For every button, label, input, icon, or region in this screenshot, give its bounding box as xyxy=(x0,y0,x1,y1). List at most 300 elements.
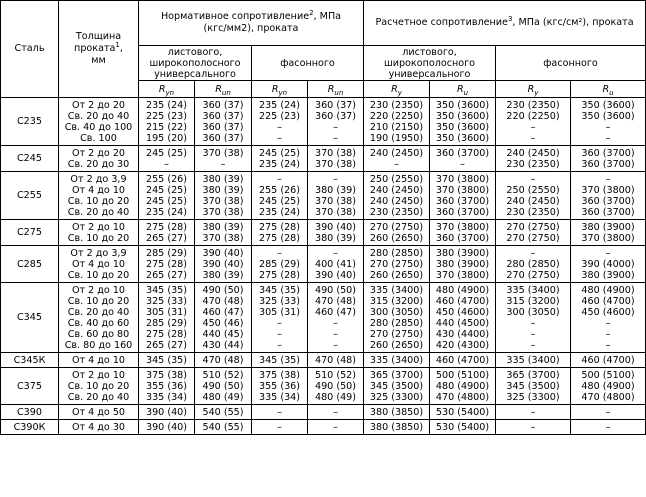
cell-value: Св. 100 xyxy=(80,132,117,144)
cell-value: Св. 20 до 40 xyxy=(67,391,130,403)
cell-value: 270 (2750) xyxy=(506,269,560,281)
ry-shaped-cell xyxy=(496,246,571,283)
cell-value: Св. 10 до 20 xyxy=(67,232,130,244)
cell-value: 370 (3800) xyxy=(581,184,635,196)
cell-value: 450 (4600) xyxy=(581,306,635,318)
steel-grade-cell: С390К xyxy=(1,420,59,435)
cell-value: 300 (3050) xyxy=(369,306,424,318)
ru-sheet-cell xyxy=(430,368,496,405)
cell-value: – xyxy=(333,247,338,259)
ry-sheet-cell xyxy=(364,98,430,146)
cell-value: 235 (24) xyxy=(258,206,301,218)
cell-value: 260 (2650) xyxy=(369,339,424,351)
cell-value: 365 (3700) xyxy=(369,369,424,381)
cell-value: 335 (3400) xyxy=(506,284,560,296)
cell-value: 235 (24) xyxy=(258,99,301,111)
cell-value: От 4 до 10 xyxy=(71,184,126,196)
cell-value: 350 (3600) xyxy=(435,110,490,122)
cell-value: 360 (37) xyxy=(202,110,244,122)
cell-value: – xyxy=(333,339,338,351)
cell-value: Св. 10 до 20 xyxy=(67,295,130,307)
cell-value: 390 (4000) xyxy=(581,258,635,270)
cell-value: – xyxy=(605,328,611,340)
header-normative-sheet: листового, широкополосного универсального xyxy=(139,46,252,81)
header-thickness: Толщина проката$^1$, мм xyxy=(59,1,139,98)
symbol-ryn-shaped: $R_{yn}$ xyxy=(252,81,308,98)
ryn-sheet-cell xyxy=(139,98,195,146)
cell-value: Св. 10 до 20 xyxy=(67,195,130,207)
cell-value: 210 (2150) xyxy=(369,121,424,133)
steel-grade-cell: С345К xyxy=(1,353,59,368)
header-calculated-sheet: листового, широкополосного универсального xyxy=(364,46,496,81)
cell-value: 315 (3200) xyxy=(369,295,424,307)
cell-value: 220 (2250) xyxy=(369,110,424,122)
run-shaped-cell xyxy=(308,172,364,220)
run-sheet-cell xyxy=(195,172,252,220)
cell-value: 275 (28) xyxy=(145,328,188,340)
cell-value: 390 (40) xyxy=(145,421,188,433)
run-sheet-cell xyxy=(195,246,252,283)
thickness-cell xyxy=(59,420,139,435)
ry-shaped-cell xyxy=(496,283,571,353)
ru-shaped-cell xyxy=(571,283,646,353)
ry-sheet-cell xyxy=(364,353,430,368)
cell-value: 350 (3600) xyxy=(435,121,490,133)
cell-value: 360 (3700) xyxy=(581,158,635,170)
cell-value: 380 (3850) xyxy=(369,421,424,433)
ryn-shaped-cell xyxy=(252,146,308,172)
cell-value: 245 (25) xyxy=(258,147,301,159)
cell-value: 470 (48) xyxy=(202,354,244,366)
cell-value: – xyxy=(333,317,338,329)
cell-value: 360 (37) xyxy=(202,99,244,111)
cell-value: 285 (29) xyxy=(145,317,188,329)
steel-grade-cell: С275 xyxy=(1,220,59,246)
thickness-cell xyxy=(59,405,139,420)
cell-value: 480 (4900) xyxy=(581,380,635,392)
ry-sheet-cell xyxy=(364,368,430,405)
cell-value: 300 (3050) xyxy=(506,306,560,318)
run-sheet-cell xyxy=(195,353,252,368)
cell-value: От 4 до 10 xyxy=(71,258,126,270)
ry-shaped-cell xyxy=(496,368,571,405)
cell-value: 370 (3800) xyxy=(581,232,635,244)
ry-shaped-cell xyxy=(496,146,571,172)
ry-sheet-cell xyxy=(364,146,430,172)
steel-grade-cell: С345 xyxy=(1,283,59,353)
cell-value: 305 (31) xyxy=(258,306,301,318)
ru-shaped-cell xyxy=(571,146,646,172)
cell-value: 325 (3300) xyxy=(506,391,560,403)
cell-value: 380 (39) xyxy=(314,184,357,196)
table-row xyxy=(1,283,646,353)
ry-shaped-cell xyxy=(496,220,571,246)
ryn-sheet-cell xyxy=(139,220,195,246)
ryn-shaped-cell xyxy=(252,98,308,146)
cell-value: 360 (37) xyxy=(314,110,357,122)
cell-value: Св. 20 до 40 xyxy=(67,306,130,318)
ru-sheet-cell xyxy=(430,146,496,172)
cell-value: 270 (2750) xyxy=(369,221,424,233)
cell-value: – xyxy=(277,328,282,340)
cell-value: От 2 до 20 xyxy=(71,147,126,159)
ryn-shaped-cell xyxy=(252,246,308,283)
run-shaped-cell xyxy=(308,246,364,283)
cell-value: – xyxy=(333,121,338,133)
cell-value: 400 (41) xyxy=(314,258,357,270)
cell-value: 250 (2550) xyxy=(506,184,560,196)
cell-value: 470 (48) xyxy=(314,354,357,366)
ryn-shaped-cell xyxy=(252,220,308,246)
cell-value: От 2 до 10 xyxy=(71,369,126,381)
ry-shaped-cell xyxy=(496,172,571,220)
thickness-cell xyxy=(59,283,139,353)
ry-sheet-cell xyxy=(364,420,430,435)
cell-value: 325 (3300) xyxy=(369,391,424,403)
cell-value: 460 (4700) xyxy=(435,295,490,307)
cell-value: 235 (24) xyxy=(258,158,301,170)
cell-value: – xyxy=(530,247,536,259)
cell-value: 440 (4500) xyxy=(435,317,490,329)
cell-value: 270 (2750) xyxy=(369,258,424,270)
cell-value: 370 (38) xyxy=(202,206,244,218)
run-shaped-cell xyxy=(308,353,364,368)
cell-value: 450 (4600) xyxy=(435,306,490,318)
cell-value: 500 (5100) xyxy=(435,369,490,381)
cell-value: 255 (26) xyxy=(145,173,188,185)
cell-value: 335 (34) xyxy=(258,391,301,403)
cell-value: 315 (3200) xyxy=(506,295,560,307)
ry-shaped-cell xyxy=(496,98,571,146)
cell-value: 280 (2850) xyxy=(369,247,424,259)
cell-value: – xyxy=(605,132,611,144)
cell-value: 390 (40) xyxy=(314,221,357,233)
cell-value: 275 (28) xyxy=(258,232,301,244)
cell-value: 450 (46) xyxy=(202,317,244,329)
ry-sheet-cell xyxy=(364,172,430,220)
cell-value: 350 (3600) xyxy=(581,99,635,111)
cell-value: – xyxy=(220,158,226,170)
cell-value: 370 (38) xyxy=(314,147,357,159)
cell-value: 240 (2450) xyxy=(369,147,424,159)
cell-value: 345 (35) xyxy=(258,354,301,366)
ru-sheet-cell xyxy=(430,220,496,246)
run-shaped-cell xyxy=(308,220,364,246)
ryn-sheet-cell xyxy=(139,246,195,283)
cell-value: 510 (52) xyxy=(202,369,244,381)
cell-value: Св. 80 до 160 xyxy=(64,339,133,351)
cell-value: – xyxy=(277,339,282,351)
cell-value: 245 (25) xyxy=(145,147,188,159)
run-shaped-cell xyxy=(308,283,364,353)
cell-value: – xyxy=(530,328,536,340)
run-sheet-cell xyxy=(195,420,252,435)
run-shaped-cell xyxy=(308,98,364,146)
cell-value: 240 (2450) xyxy=(369,184,424,196)
ru-shaped-cell xyxy=(571,246,646,283)
ryn-shaped-cell xyxy=(252,420,308,435)
cell-value: От 4 до 10 xyxy=(71,354,126,366)
cell-value: 235 (24) xyxy=(145,99,188,111)
cell-value: 250 (2550) xyxy=(369,173,424,185)
cell-value: 530 (5400) xyxy=(435,406,490,418)
cell-value: 220 (2250) xyxy=(506,110,560,122)
cell-value: – xyxy=(605,247,611,259)
cell-value: 360 (37) xyxy=(202,121,244,133)
cell-value: 345 (35) xyxy=(145,284,188,296)
cell-value: 255 (26) xyxy=(258,184,301,196)
cell-value: 265 (27) xyxy=(145,339,188,351)
cell-value: 325 (33) xyxy=(145,295,188,307)
run-sheet-cell xyxy=(195,98,252,146)
cell-value: 350 (3600) xyxy=(581,110,635,122)
ry-sheet-cell xyxy=(364,405,430,420)
ru-shaped-cell xyxy=(571,420,646,435)
cell-value: – xyxy=(394,158,399,170)
run-sheet-cell xyxy=(195,220,252,246)
cell-value: 235 (24) xyxy=(145,206,188,218)
cell-value: 370 (3800) xyxy=(435,173,490,185)
cell-value: Св. 10 до 20 xyxy=(67,380,130,392)
cell-value: Св. 20 до 40 xyxy=(67,206,130,218)
ru-sheet-cell xyxy=(430,283,496,353)
cell-value: 275 (28) xyxy=(258,221,301,233)
cell-value: 430 (44) xyxy=(202,339,244,351)
ru-shaped-cell xyxy=(571,353,646,368)
ryn-sheet-cell xyxy=(139,172,195,220)
steel-grade-cell: С235 xyxy=(1,98,59,146)
cell-value: 335 (3400) xyxy=(369,354,424,366)
cell-value: 190 (1950) xyxy=(369,132,424,144)
steel-grade-cell: С390 xyxy=(1,405,59,420)
ry-shaped-cell xyxy=(496,353,571,368)
table-row xyxy=(1,420,646,435)
cell-value: 480 (4900) xyxy=(435,380,490,392)
cell-value: 230 (2350) xyxy=(506,99,560,111)
cell-value: 380 (3900) xyxy=(435,247,490,259)
cell-value: 275 (28) xyxy=(145,221,188,233)
cell-value: 460 (47) xyxy=(314,306,357,318)
cell-value: 350 (3600) xyxy=(435,99,490,111)
cell-value: 390 (40) xyxy=(314,269,357,281)
cell-value: 380 (3900) xyxy=(581,269,635,281)
cell-value: 260 (2650) xyxy=(369,269,424,281)
cell-value: 365 (3700) xyxy=(506,369,560,381)
run-sheet-cell xyxy=(195,368,252,405)
cell-value: 460 (4700) xyxy=(435,354,490,366)
run-shaped-cell xyxy=(308,368,364,405)
ryn-shaped-cell xyxy=(252,172,308,220)
cell-value: Св. 60 до 80 xyxy=(67,328,130,340)
cell-value: 380 (39) xyxy=(314,232,357,244)
run-sheet-cell xyxy=(195,146,252,172)
ry-shaped-cell xyxy=(496,420,571,435)
cell-value: 230 (2350) xyxy=(506,206,560,218)
cell-value: 460 (4700) xyxy=(581,354,635,366)
cell-value: 225 (23) xyxy=(145,110,188,122)
cell-value: 325 (33) xyxy=(258,295,301,307)
cell-value: 245 (25) xyxy=(145,184,188,196)
cell-value: От 4 до 30 xyxy=(71,421,126,433)
cell-value: 440 (45) xyxy=(202,328,244,340)
ryn-shaped-cell xyxy=(252,353,308,368)
cell-value: – xyxy=(460,158,465,170)
symbol-ryn-sheet: $R_{yn}$ xyxy=(139,81,195,98)
cell-value: 195 (20) xyxy=(145,132,188,144)
cell-value: 275 (28) xyxy=(258,269,301,281)
cell-value: – xyxy=(530,421,536,433)
cell-value: От 2 до 10 xyxy=(71,284,126,296)
cell-value: От 2 до 3,9 xyxy=(70,173,127,185)
table-body xyxy=(1,98,646,435)
cell-value: 370 (38) xyxy=(202,147,244,159)
cell-value: Св. 40 до 100 xyxy=(64,121,133,133)
cell-value: 350 (3600) xyxy=(435,132,490,144)
symbol-run-sheet: $R_{un}$ xyxy=(195,81,252,98)
cell-value: – xyxy=(605,421,611,433)
cell-value: 490 (50) xyxy=(314,284,357,296)
cell-value: 380 (3850) xyxy=(369,406,424,418)
cell-value: 270 (2750) xyxy=(369,328,424,340)
cell-value: 230 (2350) xyxy=(369,99,424,111)
cell-value: – xyxy=(277,317,282,329)
cell-value: 225 (23) xyxy=(258,110,301,122)
cell-value: 245 (25) xyxy=(258,195,301,207)
table-row xyxy=(1,172,646,220)
cell-value: 490 (50) xyxy=(202,284,244,296)
cell-value: – xyxy=(333,173,338,185)
header-calculated-shaped: фасонного xyxy=(496,46,646,81)
cell-value: – xyxy=(277,421,282,433)
cell-value: – xyxy=(605,339,611,351)
cell-value: 335 (3400) xyxy=(506,354,560,366)
cell-value: 240 (2450) xyxy=(369,195,424,207)
cell-value: 490 (50) xyxy=(314,380,357,392)
run-sheet-cell xyxy=(195,405,252,420)
cell-value: 490 (50) xyxy=(202,380,244,392)
thickness-cell xyxy=(59,353,139,368)
thickness-cell xyxy=(59,172,139,220)
ry-shaped-cell xyxy=(496,405,571,420)
cell-value: Св. 20 до 40 xyxy=(67,110,130,122)
run-shaped-cell xyxy=(308,405,364,420)
cell-value: 470 (4800) xyxy=(581,391,635,403)
cell-value: 380 (39) xyxy=(202,221,244,233)
ru-shaped-cell xyxy=(571,172,646,220)
cell-value: 380 (39) xyxy=(202,269,244,281)
cell-value: Св. 10 до 20 xyxy=(67,269,130,281)
cell-value: – xyxy=(530,132,536,144)
cell-value: 370 (3800) xyxy=(435,184,490,196)
ryn-sheet-cell xyxy=(139,146,195,172)
cell-value: 245 (25) xyxy=(145,195,188,207)
cell-value: 360 (3700) xyxy=(435,232,490,244)
cell-value: 335 (34) xyxy=(145,391,188,403)
cell-value: – xyxy=(164,158,169,170)
cell-value: 430 (4400) xyxy=(435,328,490,340)
cell-value: – xyxy=(277,132,282,144)
cell-value: 280 (2850) xyxy=(369,317,424,329)
thickness-cell xyxy=(59,146,139,172)
cell-value: – xyxy=(277,247,282,259)
cell-value: 380 (39) xyxy=(202,184,244,196)
cell-value: 480 (4900) xyxy=(435,284,490,296)
header-normative-group: Нормативное сопротивление$^2$, МПа (кгс/мм2), проката xyxy=(139,1,364,46)
cell-value: 360 (3700) xyxy=(435,195,490,207)
cell-value: – xyxy=(605,121,611,133)
ry-sheet-cell xyxy=(364,246,430,283)
ru-shaped-cell xyxy=(571,405,646,420)
cell-value: 240 (2450) xyxy=(506,195,560,207)
ryn-shaped-cell xyxy=(252,368,308,405)
steel-grade-cell: С255 xyxy=(1,172,59,220)
cell-value: 265 (27) xyxy=(145,232,188,244)
cell-value: 370 (3800) xyxy=(435,221,490,233)
cell-value: 470 (48) xyxy=(314,295,357,307)
cell-value: 370 (38) xyxy=(314,206,357,218)
thickness-cell xyxy=(59,220,139,246)
cell-value: 270 (2750) xyxy=(506,232,560,244)
table-row xyxy=(1,353,646,368)
steel-grade-cell: С375 xyxy=(1,368,59,405)
cell-value: 390 (40) xyxy=(202,247,244,259)
cell-value: – xyxy=(277,173,282,185)
cell-value: 540 (55) xyxy=(202,421,244,433)
cell-value: 345 (35) xyxy=(258,284,301,296)
cell-value: 375 (38) xyxy=(145,369,188,381)
cell-value: 240 (2450) xyxy=(506,147,560,159)
table-row xyxy=(1,146,646,172)
cell-value: 390 (40) xyxy=(202,258,244,270)
cell-value: Св. 20 до 30 xyxy=(67,158,130,170)
cell-value: 345 (3500) xyxy=(506,380,560,392)
cell-value: Св. 40 до 60 xyxy=(67,317,130,329)
cell-value: От 2 до 10 xyxy=(71,221,126,233)
cell-value: От 4 до 50 xyxy=(71,406,126,418)
cell-value: – xyxy=(277,406,282,418)
cell-value: 480 (49) xyxy=(202,391,244,403)
cell-value: 540 (55) xyxy=(202,406,244,418)
ru-shaped-cell xyxy=(571,368,646,405)
cell-value: 380 (39) xyxy=(202,173,244,185)
cell-value: 470 (4800) xyxy=(435,391,490,403)
cell-value: 360 (37) xyxy=(202,132,244,144)
thickness-cell xyxy=(59,368,139,405)
ru-sheet-cell xyxy=(430,98,496,146)
ru-sheet-cell xyxy=(430,246,496,283)
steel-grade-cell: С285 xyxy=(1,246,59,283)
cell-value: 305 (31) xyxy=(145,306,188,318)
cell-value: – xyxy=(605,317,611,329)
cell-value: 260 (2650) xyxy=(369,232,424,244)
cell-value: 360 (3700) xyxy=(581,195,635,207)
header-normative-shaped: фасонного xyxy=(252,46,364,81)
cell-value: 345 (3500) xyxy=(369,380,424,392)
cell-value: 360 (3700) xyxy=(435,147,490,159)
run-shaped-cell xyxy=(308,146,364,172)
cell-value: От 2 до 3,9 xyxy=(70,247,127,259)
cell-value: – xyxy=(333,406,338,418)
thickness-cell xyxy=(59,98,139,146)
cell-value: – xyxy=(605,406,611,418)
ryn-sheet-cell xyxy=(139,353,195,368)
cell-value: 530 (5400) xyxy=(435,421,490,433)
thickness-cell xyxy=(59,246,139,283)
cell-value: 360 (3700) xyxy=(581,206,635,218)
cell-value: 370 (3800) xyxy=(435,269,490,281)
cell-value: 470 (48) xyxy=(202,295,244,307)
cell-value: 355 (36) xyxy=(258,380,301,392)
